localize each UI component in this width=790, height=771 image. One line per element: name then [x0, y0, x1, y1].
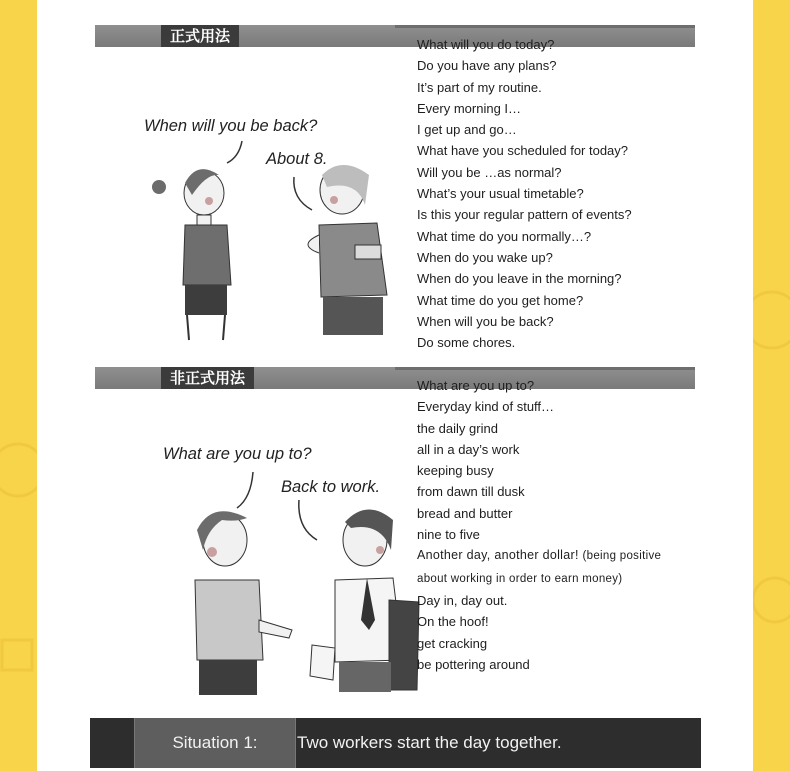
list-item-long-phrase [417, 545, 687, 590]
left-person-figure [195, 511, 292, 695]
list-item: Do you have any plans? [417, 58, 557, 74]
situation-label: Situation 1: [134, 718, 296, 768]
list-item: keeping busy [417, 463, 494, 479]
right-person-figure [308, 165, 387, 335]
informal-speech-question: What are you up to? [163, 445, 312, 463]
list-item: What are you up to? [417, 378, 535, 393]
long-phrase-text: Another day, another dollar! [417, 548, 579, 563]
list-item: On the hoof! [417, 614, 489, 630]
list-item: What will you do today? [417, 37, 555, 52]
content-page [37, 0, 753, 771]
situation-banner [90, 718, 701, 768]
list-item: What time do you get home? [417, 292, 584, 308]
list-item: Every morning I… [417, 100, 522, 116]
list-item: nine to five [417, 527, 480, 543]
formal-section-title: 正式用法 [161, 25, 239, 47]
list-item: the daily grind [417, 420, 498, 436]
left-person-figure [152, 169, 231, 340]
list-item: all in a day’s work [417, 441, 520, 457]
list-item: get cracking [417, 635, 488, 651]
informal-phrase-list [417, 375, 687, 675]
list-item: Will you be …as normal? [417, 164, 562, 180]
informal-section-title: 非正式用法 [161, 367, 254, 389]
formal-phrase-list [417, 34, 632, 353]
informal-conversation-illustration [167, 470, 427, 700]
list-item: Everyday kind of stuff… [417, 399, 555, 415]
informal-speech-answer: Back to work. [281, 478, 381, 496]
formal-conversation-illustration [147, 135, 397, 345]
right-person-figure [310, 509, 419, 692]
list-item: When will you be back? [417, 313, 554, 329]
list-item: It’s part of my routine. [417, 79, 542, 95]
list-item: bread and butter [417, 505, 513, 521]
list-item: Do some chores. [417, 335, 516, 351]
long-phrase-note: (being positive about working in order to earn money) [417, 550, 662, 585]
list-item: Is this your regular pattern of events? [417, 207, 632, 223]
list-item: be pottering around [417, 656, 530, 672]
list-item: When do you leave in the morning? [417, 271, 622, 287]
list-item: When do you wake up? [417, 249, 553, 265]
list-item: What’s your usual timetable? [417, 186, 584, 202]
list-item: I get up and go… [417, 122, 517, 138]
list-item: What time do you normally…? [417, 228, 592, 244]
list-item: What have you scheduled for today? [417, 143, 629, 159]
list-item: from dawn till dusk [417, 484, 525, 500]
formal-speech-answer: About 8. [266, 150, 328, 168]
list-item: Day in, day out. [417, 592, 508, 608]
situation-text: Two workers start the day together. [297, 733, 562, 752]
formal-speech-question: When will you be back? [144, 117, 318, 135]
